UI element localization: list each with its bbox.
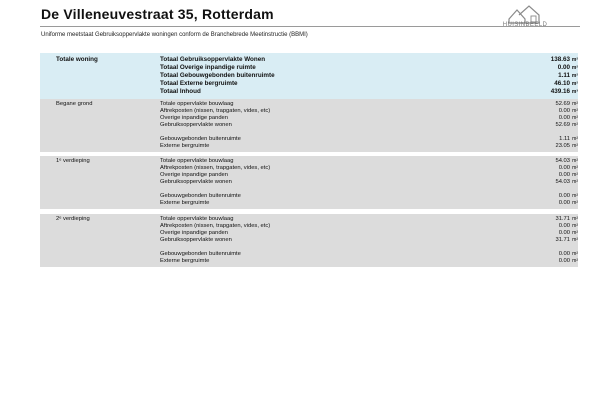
row-value: 0.00 <box>558 251 570 257</box>
row-value: 0.00 <box>558 258 570 264</box>
floor-row <box>40 200 578 207</box>
row-value: 23.05 <box>555 143 570 149</box>
row-value: 0.00 <box>557 64 570 71</box>
row-desc: Overige inpandige panden <box>160 230 229 236</box>
row-desc: Overige inpandige panden <box>160 115 229 121</box>
logo-wordmark: HUISINBEELD <box>502 22 548 28</box>
row-unit: m² <box>572 172 578 178</box>
row-desc: Totale oppervlakte bouwlaag <box>160 101 234 107</box>
row-desc: Externe bergruimte <box>160 143 210 149</box>
row-desc: Totaal Overige inpandige ruimte <box>160 64 256 71</box>
floor-row <box>40 136 578 143</box>
row-unit: m² <box>572 200 578 206</box>
row-value: 54.03 <box>555 179 570 185</box>
row-value: 0.00 <box>558 193 570 199</box>
floor-row <box>40 115 578 122</box>
row-unit: m² <box>572 108 578 114</box>
row-unit: m² <box>572 223 578 229</box>
floor-row <box>40 122 578 129</box>
floor-row <box>40 143 578 150</box>
row-desc: Externe bergruimte <box>160 200 210 206</box>
floor-row <box>40 101 578 108</box>
row-unit: m² <box>572 237 578 243</box>
floor-row <box>40 179 578 186</box>
row-unit: m² <box>572 122 578 128</box>
row-value: 0.00 <box>558 165 570 171</box>
row-unit: m² <box>572 251 578 257</box>
floor-row-spacer <box>40 129 578 136</box>
row-unit: m² <box>572 216 578 222</box>
row-unit: m³ <box>571 89 578 95</box>
row-unit: m² <box>572 101 578 107</box>
floor-row <box>40 251 578 258</box>
row-unit: m² <box>572 115 578 121</box>
total-row <box>40 80 578 88</box>
row-unit: m² <box>572 136 578 142</box>
floor-row <box>40 223 578 230</box>
row-desc: Aftrekposten (nissen, trapgaten, vides, etc) <box>160 223 271 229</box>
floor-row <box>40 193 578 200</box>
floor-row <box>40 237 578 244</box>
floor-row <box>40 172 578 179</box>
floor-row-spacer <box>40 244 578 251</box>
total-row <box>40 72 578 80</box>
row-value: 54.03 <box>555 158 570 164</box>
floor-row <box>40 230 578 237</box>
row-value: 31.71 <box>555 216 570 222</box>
row-value: 52.69 <box>555 101 570 107</box>
row-desc: Aftrekposten (nissen, trapgaten, vides, etc) <box>160 108 271 114</box>
row-desc: Aftrekposten (nissen, trapgaten, vides, etc) <box>160 165 271 171</box>
row-unit: m² <box>572 258 578 264</box>
floor-row <box>40 165 578 172</box>
row-unit: m² <box>571 57 578 63</box>
floor-row <box>40 158 578 165</box>
total-row <box>40 88 578 96</box>
row-value: 0.00 <box>558 223 570 229</box>
row-desc: Totaal Externe bergruimte <box>160 80 238 87</box>
row-desc: Gebouwgebonden buitenruimte <box>160 193 241 199</box>
row-desc: Totaal Inhoud <box>160 88 201 95</box>
row-value: 0.00 <box>558 172 570 178</box>
floor-row-spacer <box>40 186 578 193</box>
row-desc: Totale oppervlakte bouwlaag <box>160 216 234 222</box>
row-value: 1.11 <box>559 136 570 142</box>
row-unit: m² <box>571 73 578 79</box>
row-desc: Gebruiksoppervlakte wonen <box>160 237 232 243</box>
row-value: 0.00 <box>558 115 570 121</box>
section-label: 1ᵉ verdieping <box>56 158 90 164</box>
row-unit: m² <box>572 179 578 185</box>
total-section <box>40 53 578 99</box>
house-logo-icon <box>495 3 555 33</box>
row-unit: m² <box>572 143 578 149</box>
row-unit: m² <box>572 165 578 171</box>
row-value: 52.69 <box>555 122 570 128</box>
row-unit: m² <box>572 158 578 164</box>
section-label: Totale woning <box>56 56 98 63</box>
row-value: 439.16 <box>550 88 570 95</box>
row-value: 31.71 <box>555 237 570 243</box>
total-row <box>40 56 578 64</box>
row-desc: Totale oppervlakte bouwlaag <box>160 158 234 164</box>
row-unit: m² <box>572 193 578 199</box>
section-label: 2ᵉ verdieping <box>56 216 90 222</box>
row-value: 0.00 <box>558 200 570 206</box>
row-value: 0.00 <box>558 230 570 236</box>
floor-section-first <box>40 156 578 209</box>
row-unit: m² <box>571 81 578 87</box>
row-desc: Overige inpandige panden <box>160 172 229 178</box>
section-label: Begane grond <box>56 101 93 107</box>
floor-row <box>40 258 578 265</box>
floor-section-ground <box>40 99 578 152</box>
floor-row <box>40 216 578 223</box>
floor-row <box>40 108 578 115</box>
row-unit: m² <box>572 230 578 236</box>
total-row <box>40 64 578 72</box>
row-value: 138.63 <box>550 56 570 63</box>
page-title: De Villeneuvestraat 35, Rotterdam <box>41 6 274 22</box>
floor-section-second <box>40 214 578 267</box>
row-desc: Externe bergruimte <box>160 258 210 264</box>
row-value: 46.10 <box>554 80 570 87</box>
row-unit: m² <box>571 65 578 71</box>
row-desc: Totaal Gebruiksoppervlakte Wonen <box>160 56 266 63</box>
row-value: 1.11 <box>558 72 570 79</box>
row-desc: Gebruiksoppervlakte wonen <box>160 122 232 128</box>
row-desc: Gebouwgebonden buitenruimte <box>160 251 241 257</box>
row-value: 0.00 <box>558 108 570 114</box>
row-desc: Totaal Gebouwgebonden buitenruimte <box>160 72 275 79</box>
subtitle: Uniforme meetstaat Gebruiksoppervlakte woningen conform de Branchebrede Meetinstructie (BBMI) <box>41 32 308 38</box>
row-desc: Gebouwgebonden buitenruimte <box>160 136 241 142</box>
row-desc: Gebruiksoppervlakte wonen <box>160 179 232 185</box>
